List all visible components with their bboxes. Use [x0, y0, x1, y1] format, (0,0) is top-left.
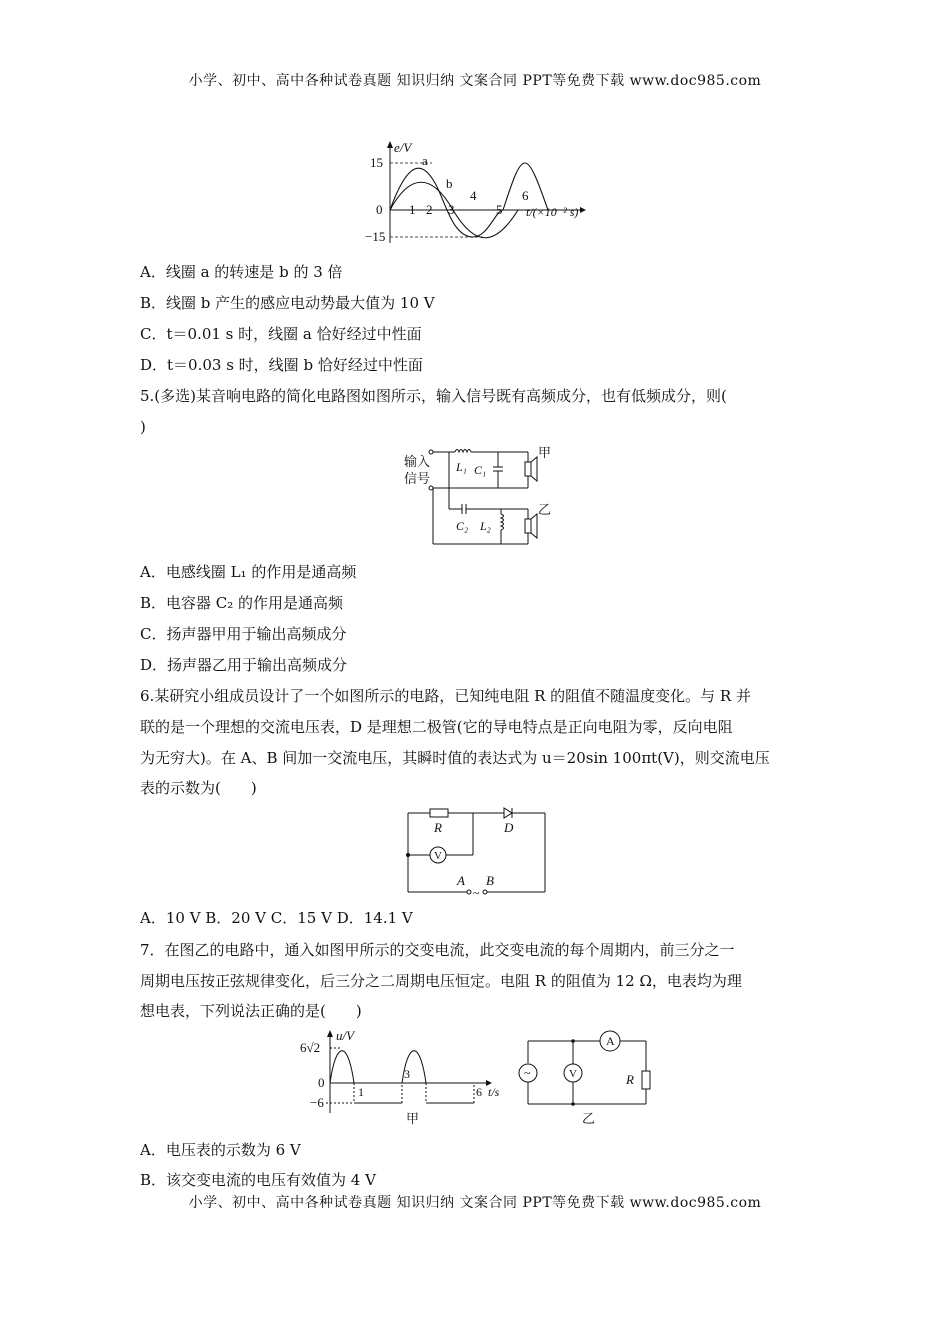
svg-text:2: 2 [426, 202, 433, 217]
svg-text:~: ~ [473, 886, 480, 897]
svg-text:6√2: 6√2 [300, 1040, 321, 1055]
svg-text:输入: 输入 [404, 454, 431, 469]
q7-option-b: B．该交变电流的电压有效值为 4 V [140, 1171, 376, 1189]
svg-text:D: D [504, 820, 514, 835]
q5-option-a: A．电感线圈 L₁ 的作用是通高频 [140, 563, 357, 581]
svg-text:3: 3 [404, 1067, 410, 1081]
page-header: 小学、初中、高中各种试卷真题 知识归纳 文案合同 PPT等免费下载 www.doc985.com [188, 73, 762, 89]
svg-text:6: 6 [522, 188, 529, 203]
svg-text:4: 4 [470, 188, 477, 203]
svg-text:3: 3 [448, 202, 455, 217]
q7-stem-line1: 7．在图乙的电路中，通入如图甲所示的交变电流，此交变电流的每个周期内，前三分之一 [140, 941, 735, 959]
q5-option-c: C．扬声器甲用于输出高频成分 [140, 625, 347, 643]
q5-stem-line2: ) [140, 418, 146, 436]
svg-text:V: V [569, 1068, 577, 1080]
svg-text:b: b [446, 176, 453, 191]
svg-text:6: 6 [476, 1085, 482, 1099]
svg-text:−6: −6 [310, 1095, 324, 1110]
svg-text:t/(×10⁻² s): t/(×10⁻² s) [526, 205, 579, 219]
q6-options: A．10 V B．20 V C．15 V D．14.1 V [140, 909, 413, 927]
svg-text:5: 5 [496, 202, 503, 217]
q4-option-d: D．t＝0.03 s 时，线圈 b 恰好经过中性面 [140, 356, 423, 374]
q4-option-c: C．t＝0.01 s 时，线圈 a 恰好经过中性面 [140, 325, 422, 343]
svg-text:A: A [606, 1034, 615, 1048]
svg-text:e/V: e/V [394, 140, 412, 155]
q6-stem-line3: 为无穷大)。在 A、B 间加一交流电压，其瞬时值的表达式为 u＝20sin 100πt(V)，则交流电压 [140, 749, 770, 767]
diode-circuit-figure [400, 805, 550, 897]
q6-stem-line1: 6.某研究小组成员设计了一个如图所示的电路，已知纯电阻 R 的阻值不随温度变化。与 R 并 [140, 687, 751, 705]
ammeter-voltmeter-circuit [518, 1028, 658, 1128]
svg-text:R: R [626, 1072, 634, 1087]
svg-text:B: B [486, 873, 494, 888]
svg-text:甲: 甲 [406, 1111, 420, 1126]
svg-text:乙: 乙 [582, 1111, 596, 1126]
svg-text:0: 0 [318, 1075, 325, 1090]
q5-option-b: B．电容器 C₂ 的作用是通高频 [140, 594, 344, 612]
page-footer: 小学、初中、高中各种试卷真题 知识归纳 文案合同 PPT等免费下载 www.doc985.com [188, 1195, 762, 1211]
q5-option-d: D．扬声器乙用于输出高频成分 [140, 656, 348, 674]
svg-text:R: R [434, 820, 442, 835]
svg-text:−15: −15 [365, 229, 386, 244]
voltage-time-graph [296, 1028, 506, 1128]
svg-text:甲: 甲 [538, 446, 552, 460]
svg-text:L₂: L₂ [480, 519, 491, 533]
svg-text:~: ~ [524, 1066, 531, 1080]
svg-text:V: V [434, 850, 442, 862]
svg-text:A: A [457, 873, 465, 888]
q7-stem-line2: 周期电压按正弦规律变化，后三分之二周期电压恒定。电阻 R 的阻值为 12 Ω，电表均为理 [140, 972, 742, 990]
q4-option-a: A．线圈 a 的转速是 b 的 3 倍 [140, 263, 343, 281]
svg-text:u/V: u/V [336, 1028, 355, 1043]
svg-text:乙: 乙 [538, 502, 552, 517]
q7-option-a: A．电压表的示数为 6 V [140, 1141, 301, 1159]
audio-circuit-figure [398, 446, 558, 550]
svg-text:t/s: t/s [488, 1085, 500, 1099]
svg-text:1: 1 [409, 202, 416, 217]
svg-text:L₁: L₁ [456, 460, 467, 474]
q7-stem-line3: 想电表，下列说法正确的是( ) [140, 1002, 362, 1020]
q5-stem-line1: 5.(多选)某音响电路的简化电路图如图所示，输入信号既有高频成分，也有低频成分，则( [140, 387, 727, 405]
svg-text:0: 0 [376, 202, 383, 217]
svg-text:C₂: C₂ [456, 519, 469, 533]
q6-stem-line2: 联的是一个理想的交流电压表，D 是理想二极管(它的导电特点是正向电阻为零，反向电阻 [140, 718, 733, 736]
svg-text:a: a [422, 153, 428, 168]
svg-text:信号: 信号 [404, 471, 431, 486]
svg-text:15: 15 [370, 155, 383, 170]
q6-stem-line4: 表的示数为( ) [140, 779, 257, 797]
svg-text:C₁: C₁ [474, 463, 487, 477]
emf-time-graph [360, 138, 600, 248]
svg-text:1: 1 [358, 1085, 364, 1099]
q4-option-b: B．线圈 b 产生的感应电动势最大值为 10 V [140, 294, 435, 312]
